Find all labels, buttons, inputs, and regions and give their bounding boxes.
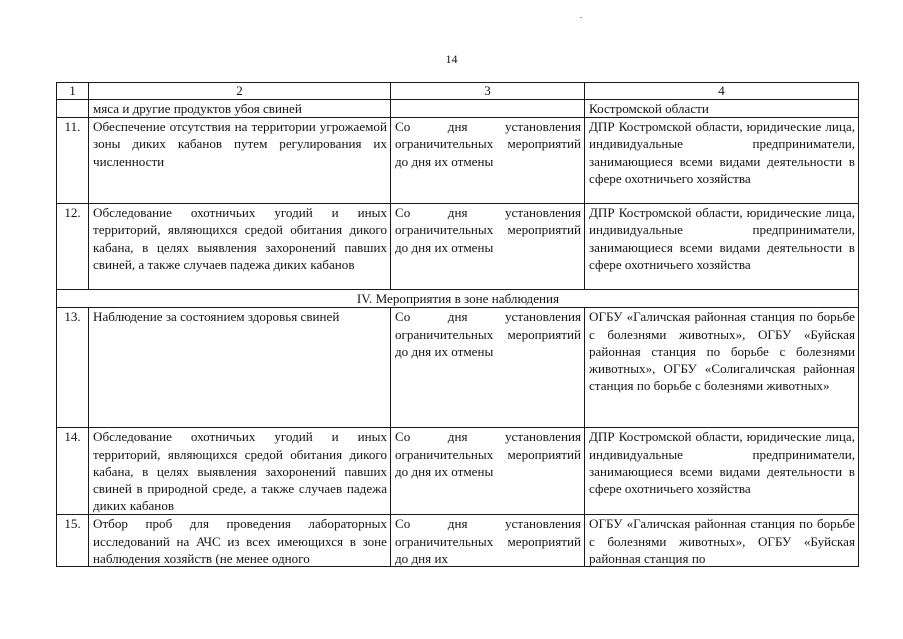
row-term: Со дня установления ограничительных мероприятий до дня их отмены	[391, 118, 585, 204]
row-number: 13.	[57, 308, 89, 428]
section-title: IV. Мероприятия в зоне наблюдения	[57, 290, 859, 308]
row-term: Со дня установления ограничительных мероприятий до дня их	[391, 515, 585, 567]
table-row	[57, 515, 859, 567]
row-number: 15.	[57, 515, 89, 567]
header-col-1: 1	[57, 83, 89, 100]
row-responsible: ДПР Костромской области, юридические лица, индивидуальные предприниматели, занимающиеся всеми видами деятельности в сфере охотничьего хозяйства	[585, 118, 859, 204]
continuation-measure: мяса и другие продуктов убоя свиней	[89, 100, 391, 118]
row-term: Со дня установления ограничительных мероприятий до дня их отмены	[391, 204, 585, 290]
row-term: Со дня установления ограничительных мероприятий до дня их отмены	[391, 428, 585, 515]
row-responsible: ОГБУ «Галичская районная станция по борьбе с болезнями животных», ОГБУ «Буйская районная станция по борьбе с болезнями животных», ОГБУ «Солигаличская районная станция по борьбе с болезнями животных»	[585, 308, 859, 428]
scan-speck	[580, 17, 582, 18]
table-header-row	[57, 83, 859, 100]
row-number: 14.	[57, 428, 89, 515]
table-row	[57, 428, 859, 515]
row-responsible: ДПР Костромской области, юридические лица, индивидуальные предприниматели, занимающиеся всеми видами деятельности в сфере охотничьего хозяйства	[585, 204, 859, 290]
table-row	[57, 118, 859, 204]
continuation-row	[57, 100, 859, 118]
row-measure: Обследование охотничьих угодий и иных территорий, являющихся средой обитания дикого кабана, в целях выявления захоронений павших свиней в природной среде, а также случаев падежа диких кабанов	[89, 428, 391, 515]
row-term: Со дня установления ограничительных мероприятий до дня их отмены	[391, 308, 585, 428]
measures-table	[56, 82, 859, 567]
row-responsible: ДПР Костромской области, юридические лица, индивидуальные предприниматели, занимающиеся всеми видами деятельности в сфере охотничьего хозяйства	[585, 428, 859, 515]
continuation-term	[391, 100, 585, 118]
header-col-2: 2	[89, 83, 391, 100]
row-measure: Отбор проб для проведения лабораторных исследований на АЧС из всех имеющихся в зоне наблюдения хозяйств (не менее одного	[89, 515, 391, 567]
row-responsible: ОГБУ «Галичская районная станция по борьбе с болезнями животных», ОГБУ «Буйская районная станция по	[585, 515, 859, 567]
row-number: 12.	[57, 204, 89, 290]
continuation-responsible: Костромской области	[585, 100, 859, 118]
continuation-num-cell	[57, 100, 89, 118]
header-col-4: 4	[585, 83, 859, 100]
row-measure: Обеспечение отсутствия на территории угрожаемой зоны диких кабанов путем регулирования их численности	[89, 118, 391, 204]
row-measure: Обследование охотничьих угодий и иных территорий, являющихся средой обитания дикого кабана, в целях выявления захоронений павших свиней, а также случаев падежа диких кабанов	[89, 204, 391, 290]
header-col-3: 3	[391, 83, 585, 100]
table-row	[57, 204, 859, 290]
row-number: 11.	[57, 118, 89, 204]
page-number: 14	[445, 52, 458, 66]
row-measure: Наблюдение за состоянием здоровья свиней	[89, 308, 391, 428]
table-row	[57, 308, 859, 428]
section-row	[57, 290, 859, 308]
